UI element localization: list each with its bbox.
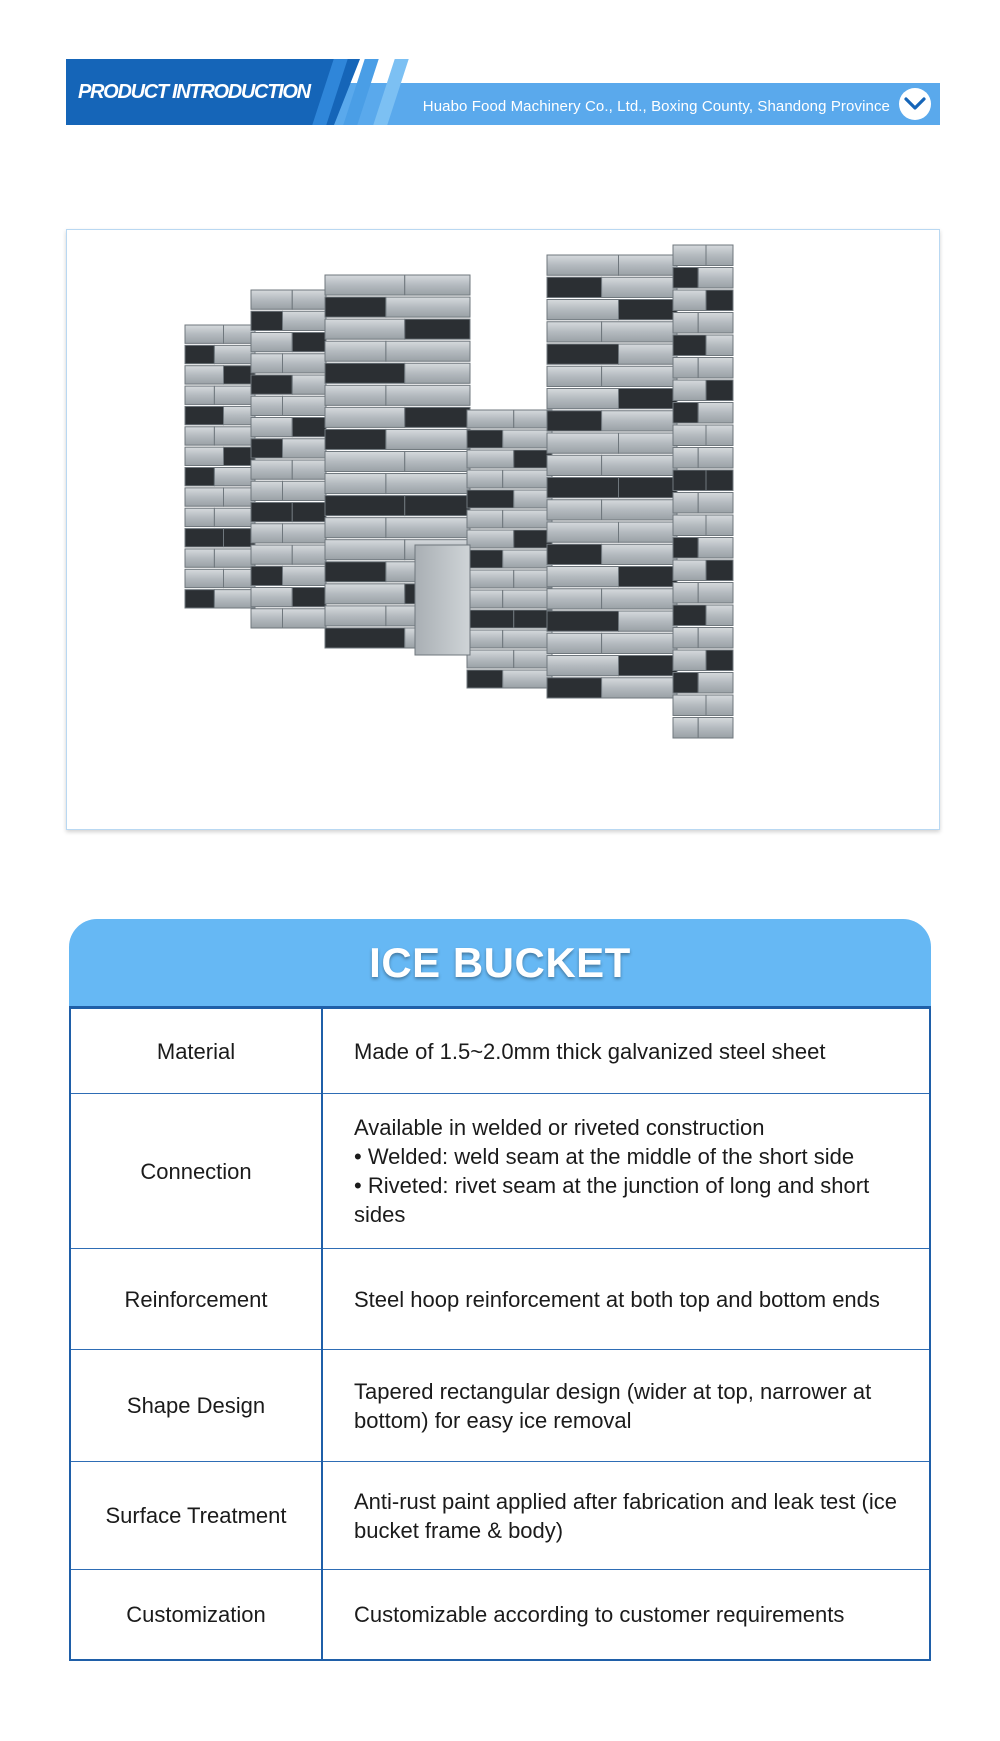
- table-row: [70, 1249, 930, 1350]
- row-value: Anti-rust paint applied after fabrication and leak test (ice bucket frame & body): [322, 1462, 930, 1570]
- table-row: [70, 1462, 930, 1570]
- product-photo: [66, 229, 940, 830]
- value-line: Available in welded or riveted construction: [354, 1115, 765, 1140]
- spec-table-title: ICE BUCKET: [369, 939, 631, 986]
- spec-table-header: [69, 919, 931, 1006]
- company-name: Huabo Food Machinery Co., Ltd., Boxing County, Shandong Province: [422, 98, 890, 115]
- section-title: PRODUCT INTRODUCTION: [78, 81, 310, 103]
- row-label: Material: [70, 1008, 322, 1094]
- table-row: [70, 1570, 930, 1660]
- chevron-down-icon[interactable]: [899, 88, 931, 120]
- row-label: Reinforcement: [70, 1249, 322, 1350]
- table-row: [70, 1094, 930, 1249]
- row-value: [322, 1094, 930, 1249]
- value-line: • Riveted: rivet seam at the junction of long and short sides: [354, 1173, 870, 1227]
- row-value: Steel hoop reinforcement at both top and bottom ends: [322, 1249, 930, 1350]
- table-row: [70, 1350, 930, 1462]
- table-row: [70, 1008, 930, 1094]
- row-label: Shape Design: [70, 1350, 322, 1462]
- ice-bucket-stacks-image: [67, 230, 939, 829]
- row-label: Connection: [70, 1094, 322, 1249]
- row-label: Surface Treatment: [70, 1462, 322, 1570]
- header-banner: [66, 59, 940, 127]
- spec-table: [69, 919, 931, 1663]
- row-value: Tapered rectangular design (wider at top, narrower at bottom) for easy ice removal: [322, 1350, 930, 1462]
- row-value: Made of 1.5~2.0mm thick galvanized steel sheet: [322, 1008, 930, 1094]
- spec-table-body: [69, 1006, 931, 1661]
- row-value: Customizable according to customer requirements: [322, 1570, 930, 1660]
- row-label: Customization: [70, 1570, 322, 1660]
- value-line: • Welded: weld seam at the middle of the short side: [354, 1144, 855, 1169]
